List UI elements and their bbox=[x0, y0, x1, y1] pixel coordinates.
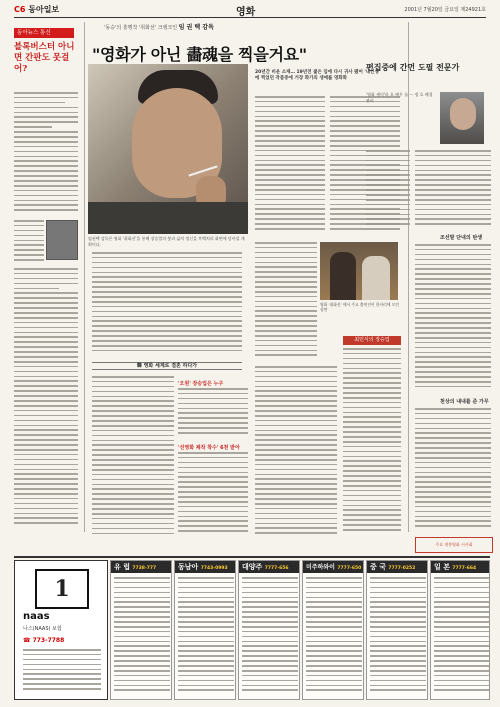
ad-subtitle: 나스(NAAS) 보험 bbox=[23, 626, 62, 632]
page-header bbox=[14, 4, 486, 18]
section-title: 영화 bbox=[236, 7, 256, 18]
travel-ad-tel: 7743-0993 bbox=[200, 566, 228, 571]
box-body bbox=[343, 348, 401, 538]
right-body-3 bbox=[415, 408, 491, 533]
left-body-text bbox=[14, 92, 78, 217]
travel-ad-europe[interactable] bbox=[110, 560, 172, 700]
column-divider bbox=[84, 22, 85, 532]
right-note: '영화 세이'라 오 배우 를 ㅡ 정 호 배경 관리 bbox=[366, 92, 433, 103]
travel-ad-tel: 7777-664 bbox=[452, 566, 477, 571]
main-body-lower-d bbox=[255, 366, 337, 538]
right-bottom-box: 주요 개봉영화 시사회 bbox=[415, 537, 493, 553]
travel-ad-japan[interactable] bbox=[430, 560, 490, 700]
right-body-1 bbox=[415, 150, 491, 230]
kicker: '동승'의 흥행작 '취화선' 크랭크인 임 권 택 감독 bbox=[104, 24, 214, 31]
right-body-2 bbox=[415, 244, 491, 394]
travel-ad-name: 동남아 bbox=[178, 563, 199, 571]
expert-portrait bbox=[440, 92, 484, 144]
travel-ad-tel: 7777-0252 bbox=[388, 566, 416, 571]
right-subheading-1: 조선말 단내의 탄생 bbox=[440, 235, 483, 241]
section-tag: 동아뉴스 통신 bbox=[14, 28, 74, 38]
travel-ad-china[interactable] bbox=[366, 560, 428, 700]
travel-ad-oceania[interactable] bbox=[238, 560, 300, 700]
director-photo bbox=[88, 64, 248, 234]
travel-ad-tel: 7738-777 bbox=[132, 566, 157, 571]
insurance-ad[interactable] bbox=[14, 560, 108, 700]
ad-logo-number: 1 bbox=[35, 569, 89, 609]
movie-still-photo bbox=[320, 242, 398, 300]
left-headline: 블록버스터 아니면 간판도 못걸어? bbox=[14, 42, 75, 74]
right-subheading-2: 천상의 내내를 준 가무 bbox=[440, 399, 489, 405]
main-body-col1 bbox=[255, 96, 325, 236]
travel-ad-tel: 7777-656 bbox=[264, 566, 289, 571]
page-number: C6 동아일보 bbox=[14, 5, 60, 14]
left-column-photo bbox=[46, 220, 78, 260]
ad-phone: ☎ 773-7788 bbox=[23, 637, 65, 644]
right-headline: 편집중에 간먼 도필 전문가 bbox=[366, 62, 460, 72]
right-body-0 bbox=[366, 150, 410, 230]
travel-ad-tel: 7777-650 bbox=[337, 566, 362, 571]
main-body-lower-c bbox=[178, 452, 248, 538]
travel-ad-name: 대양주 bbox=[242, 563, 263, 571]
travel-ad-name: 미주하와이 bbox=[306, 564, 335, 571]
issue-date: 2001년 7월20일 금요일 제24921호 bbox=[404, 7, 486, 13]
travel-ad-name: 중 국 bbox=[370, 563, 386, 571]
sub-heading-2: '선영화 제작 착수' 6천 받아 bbox=[178, 445, 240, 451]
main-body-lower-b bbox=[178, 388, 248, 438]
movie-caption: 영화 '취화선' 에서 주요 출연진이 한자리에 모인 장면 bbox=[320, 302, 400, 312]
travel-ad-name: 유 럽 bbox=[114, 563, 130, 571]
main-body-lower-a bbox=[92, 376, 174, 538]
main-body-lower-left bbox=[92, 252, 242, 357]
left-body-text-2 bbox=[14, 220, 44, 264]
main-subhead: 20년간 비운 소재… 19년전 젊은 임에 다시 귀사 됐어 '내인생에 찍었던 작품중에 거장 화가의 생애를 영화화 bbox=[255, 70, 379, 81]
main-body-col3 bbox=[255, 242, 317, 360]
left-body-text-3 bbox=[14, 268, 78, 530]
photo-caption: 임권택 감독은 영화 '취화선'을 통해 장승업의 붓과 삶의 정신을 흑백처리 화면에 담아낼 계획이다. bbox=[88, 236, 245, 247]
main-headline: "영화가 아닌 畵魂을 찍을거요" bbox=[92, 45, 307, 64]
travel-ad-southeast-asia[interactable] bbox=[174, 560, 236, 700]
sub-section-bar: 韓 영화 세계로 결혼 하다가 bbox=[92, 362, 242, 370]
sub-heading-1: '오원' 장승업은 누구 bbox=[178, 381, 224, 387]
travel-ad-america-hawaii[interactable] bbox=[302, 560, 364, 700]
box-headline: 최민식의 장승업 bbox=[343, 336, 401, 345]
ad-brand: naas bbox=[23, 611, 50, 622]
ad-fine-print bbox=[23, 649, 101, 697]
travel-ad-name: 일 본 bbox=[434, 563, 450, 571]
